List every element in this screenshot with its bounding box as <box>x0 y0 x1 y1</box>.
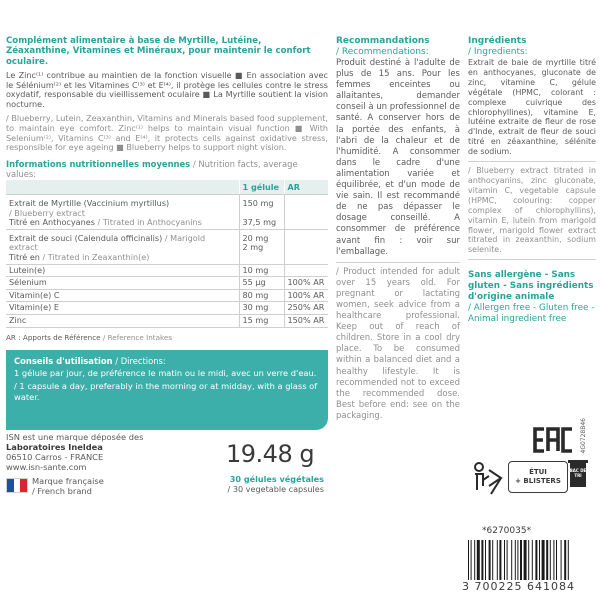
table-row <box>6 314 328 327</box>
barcode-bar <box>474 540 475 580</box>
ingredients-title: Ingrédients <box>468 36 527 46</box>
row-value: 15 mg <box>239 314 284 327</box>
row-sublabel: / Titrated in Anthocyanins <box>94 217 202 228</box>
barcode-bar <box>539 540 540 580</box>
row-value: 37,5 mg <box>242 217 277 228</box>
recommendations-title-en: / Recommendations: <box>336 47 429 57</box>
row-sublabel: / Blueberry extract <box>9 207 85 218</box>
capsule-count: 30 gélules végétales / 30 vegetable capsules <box>227 474 324 494</box>
row-label: Extrait de souci (Calendula officinalis) <box>9 232 163 243</box>
table-row <box>6 229 328 264</box>
row-value: 55 µg <box>239 277 284 290</box>
barcode-bar <box>542 540 545 580</box>
row-ar: 100% AR <box>284 289 328 302</box>
barcode-bar <box>528 540 529 580</box>
description-column <box>6 36 328 179</box>
row-ar: 100% AR <box>284 277 328 290</box>
ingredients-en: / Blueberry extract titrated in anthocyanins, zinc gluconate, vitamin C, vegetable capsule (HPMC, colouring: copper complex of chlorophyllins), vitamin E, lutein from marigold flower, marigold flower extract titrated in zeaxanthin, sodium selenite. <box>468 166 596 255</box>
barcode-bar <box>489 540 491 580</box>
row-label: Titré en <box>9 251 40 262</box>
table-row <box>6 195 328 230</box>
row-sublabel: / Marigold extract <box>9 232 206 253</box>
row-ar: 150% AR <box>284 314 328 327</box>
barcode-bar <box>568 540 569 580</box>
website-link: www.isn-sante.com <box>6 462 87 472</box>
row-ar <box>284 264 328 277</box>
barcode-bar <box>477 540 480 580</box>
brand-info: ISN est une marque déposée des Laboratoires Ineldea 06510 Carros - FRANCE www.isn-sante.com <box>6 432 144 472</box>
serial-number: 4G0728B46 <box>580 418 587 454</box>
row-label: Lutein(e) <box>6 264 239 277</box>
barcode-icon <box>466 540 594 584</box>
barcode-bar <box>524 540 527 580</box>
table-row <box>6 302 328 315</box>
barcode-bar <box>546 540 548 580</box>
row-label: Vitamin(e) E <box>6 302 239 315</box>
eac-mark-icon <box>532 426 576 454</box>
barcode-bar <box>497 540 498 580</box>
barcode-bar <box>553 540 554 580</box>
recommendations-title: Recommandations <box>336 36 430 46</box>
barcode-bar <box>520 540 522 580</box>
row-value: 10 mg <box>239 264 284 277</box>
nutrition-title: Informations nutritionnelles moyennes / Nutrition facts, average values: <box>6 159 298 180</box>
barcode-bar <box>492 540 493 580</box>
barcode-bar <box>515 540 516 580</box>
allergen-en: / Allergen free - Gluten free - Animal ingredient free <box>468 303 595 325</box>
allergen-fr: Sans allergène - Sans gluten - Sans ingrédients d'origine animale <box>468 270 594 303</box>
french-brand-label: Marque française / French brand <box>32 476 104 496</box>
divider <box>468 161 596 162</box>
nutrition-table <box>6 180 328 328</box>
table-header-cell: AR <box>284 180 328 195</box>
triman-logo-icon <box>469 460 503 496</box>
row-sublabel: / Titrated in Zeaxanthin(e) <box>39 251 150 262</box>
barcode-bar <box>532 540 533 580</box>
table-row <box>6 277 328 290</box>
barcode-bar <box>504 540 505 580</box>
row-value: 20 mg <box>242 232 269 243</box>
row-label: Vitamin(e) C <box>6 289 239 302</box>
row-label: Sélenium <box>6 277 239 290</box>
recommendations-en: / Product intended for adult over 15 years old. For pregnant or lactating women, seek advice from a healthcare professional. Keep out of reach of children. Store in a cool dry place. To be consumed within a balanced diet and a healthy lifestyle. It is recommended not to exceed the recommended dose. Best before end: see on the packaging. <box>336 266 460 421</box>
intro-title: Complément alimentaire à base de Myrtille, Lutéine, Zéaxanthine, Vitamines et Minéraux, pour maintenir le confort oculaire. <box>6 36 311 67</box>
description-fr: Le Zinc⁽¹⁾ contribue au maintien de la fonction visuelle ■ En association avec le Sélénium⁽²⁾ et les Vitamines C⁽³⁾ et E⁽⁴⁾, il protège les cellules contre le stress oxydatif, responsable du vieillissement oculaire ■ La Myrtille soutient la vision nocturne. <box>6 69 328 110</box>
row-label: Zinc <box>6 314 239 327</box>
directions-title: Conseils d'utilisation / Directions: <box>14 356 166 366</box>
barcode-number: 3 700225 641084 <box>462 580 575 593</box>
barcode-bar <box>556 540 557 580</box>
divider <box>336 262 460 263</box>
table-header-row <box>6 180 328 195</box>
divider <box>468 259 596 260</box>
row-label: Extrait de Myrtille (Vaccinium myrtillus) <box>9 198 170 208</box>
info-tri-badge: ÉTUI + BLISTERS <box>508 461 568 493</box>
barcode-bar <box>550 540 551 580</box>
barcode-bar <box>517 540 518 580</box>
barcode-bar <box>511 540 512 580</box>
row-ar: 250% AR <box>284 302 328 315</box>
description-en: / Blueberry, Lutein, Zeaxanthin, Vitamins and Minerals based food supplement, to maintain eye comfort. Zinc⁽¹⁾ helps to maintain visual function ■ With Selenium⁽²⁾, Vitamins C⁽³⁾ and E⁽⁴⁾, it protects cells against oxidative stress, responsible for eye ageing ■ Blueberry helps to support night vision. <box>6 113 328 153</box>
ingredients-title-en: / Ingredients: <box>468 47 528 57</box>
barcode-bar <box>485 540 486 580</box>
recommendations-fr: Produit destiné à l'adulte de plus de 15 ans. Pour les femmes enceintes ou allaitantes, demander conseil à un professionnel de santé. A conserver hors de la portée des enfants, à l'abri de la chaleur et de l'humidité. A consommer dans le cadre d'une alimentation variée et équilibrée, et d'un mode de vie sain. Il est recommandé de ne pas dépasser le dosage conseillé. A consommer de préférence avant fin : voir sur l'emballage. <box>336 58 460 257</box>
product-code: *6270035* <box>482 526 532 536</box>
ingredients-column <box>468 36 596 325</box>
barcode-bar <box>499 540 501 580</box>
french-flag-icon <box>6 478 28 493</box>
barcode-bar <box>468 540 469 580</box>
reference-intakes-note: AR : Apports de Référence / Reference Intakes <box>6 333 173 342</box>
row-value: 2 mg <box>242 242 264 253</box>
row-value: 150 mg <box>242 198 274 208</box>
barcode-bar <box>564 540 566 580</box>
table-header-cell: 1 gélule <box>239 180 284 195</box>
directions-en: / 1 capsule a day, preferably in the morning or at midday, with a glass of water. <box>14 381 318 402</box>
barcode-bar <box>561 540 562 580</box>
table-row <box>6 264 328 277</box>
bin-label: BAC DE TRI <box>569 468 587 478</box>
directions-fr: 1 gélule par jour, de préférence le matin ou le midi, avec un verre d'eau. <box>14 368 317 378</box>
net-weight: 19.48 g <box>226 440 315 468</box>
barcode-bar <box>507 540 508 580</box>
row-label: Titré en Anthocyanes <box>9 217 95 228</box>
table-header-cell <box>6 180 239 195</box>
barcode-bar <box>471 540 472 580</box>
barcode-bar <box>535 540 537 580</box>
recommendations-column <box>336 36 460 422</box>
row-value: 80 mg <box>239 289 284 302</box>
row-value: 30 mg <box>239 302 284 315</box>
ingredients-fr: Extrait de baie de myrtille titré en anthocyanes, gluconate de zinc, vitamine C, gélule végétale (HPMC, colorant : complexe cuivrique des chlorophyllines), vitamine E, lutéine extraite de fleur de rose d'Inde, extrait de fleur de souci titré en zéaxanthine, sélénite de sodium. <box>468 58 596 157</box>
table-row <box>6 289 328 302</box>
barcode-bar <box>481 540 483 580</box>
directions-box <box>6 350 328 430</box>
